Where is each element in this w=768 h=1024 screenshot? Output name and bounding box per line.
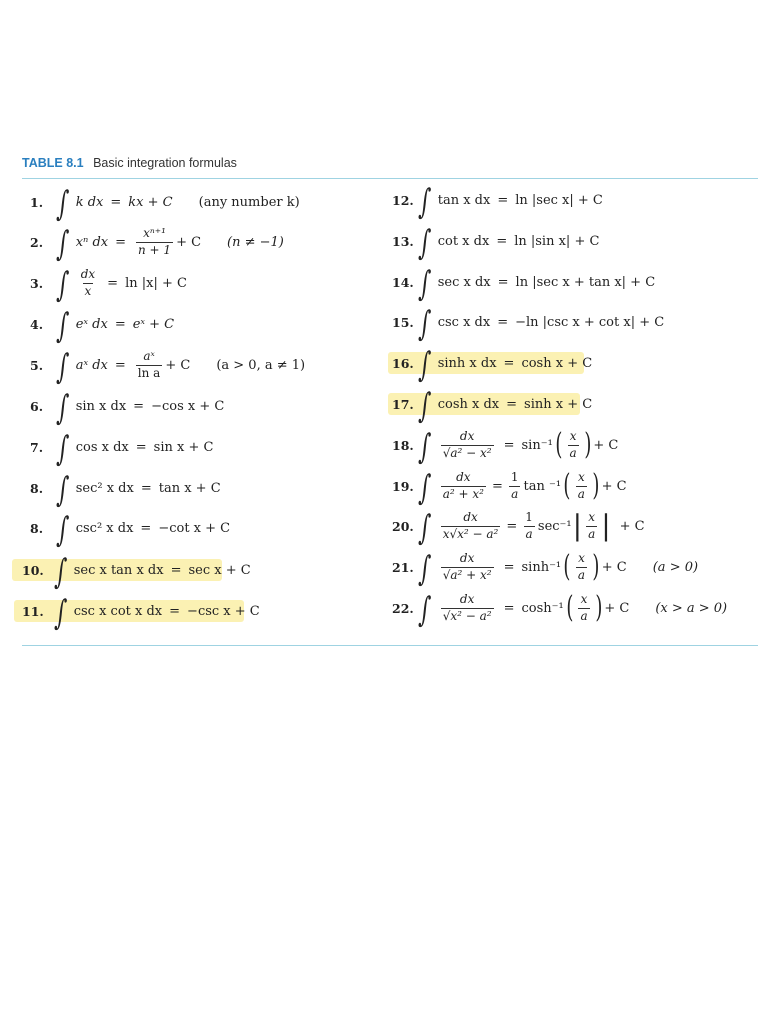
integrand: sinh x dx (437, 355, 497, 371)
numerator: dx (456, 470, 471, 485)
formula-17 (392, 384, 592, 424)
integral-sign: ∫ (55, 388, 71, 428)
equals-sign: = (170, 562, 182, 578)
formula-number: 6. (30, 398, 44, 414)
right-abs-bar: | (601, 509, 611, 542)
integral-sign: ∫ (417, 508, 433, 548)
constant: + C (165, 357, 191, 373)
right-paren: ) (592, 549, 600, 584)
formula-4 (30, 304, 174, 344)
table-caption (22, 156, 237, 170)
integral-sign: ∫ (417, 182, 433, 222)
formula-14 (392, 262, 655, 302)
argument-fraction (578, 593, 589, 622)
formula-3 (30, 263, 187, 303)
left-paren: ( (563, 549, 571, 584)
formula-number: 12. (392, 192, 414, 208)
formula-number: 8. (30, 480, 44, 496)
formula-1 (30, 182, 300, 222)
denominator: √x² − a² (442, 608, 492, 623)
integrand: eˣ dx (75, 316, 108, 332)
result: −cos x + C (151, 398, 225, 414)
result: ln |sec x + tan x| + C (515, 274, 656, 290)
formula-21 (392, 547, 698, 587)
equals-sign: = (496, 233, 508, 249)
right-paren: ) (584, 427, 592, 462)
integrand: csc x dx (437, 314, 491, 330)
integrand: csc² x dx (75, 520, 134, 536)
denominator: a (525, 526, 533, 541)
condition: (x > a > 0) (655, 600, 728, 616)
left-paren: ( (566, 590, 574, 625)
fraction (441, 552, 494, 581)
equals-sign: = (497, 314, 509, 330)
equals-sign: = (135, 439, 147, 455)
equals-sign: = (506, 518, 518, 534)
fraction (441, 471, 486, 500)
denominator: √a² − x² (442, 445, 492, 460)
formula-number: 11. (22, 603, 44, 619)
integrand: cosh x dx (437, 396, 500, 412)
left-paren: ( (563, 468, 571, 503)
function-name: cosh⁻¹ (521, 600, 564, 616)
integrand: aˣ dx (75, 357, 108, 373)
integral-sign: ∫ (417, 386, 433, 426)
constant: + C (619, 518, 645, 534)
table-number: TABLE 8.1 (22, 156, 84, 170)
condition: (any number k) (198, 194, 300, 210)
right-paren: ) (594, 590, 602, 625)
integral-sign: ∫ (55, 265, 71, 305)
formula-18 (392, 425, 618, 465)
fraction (441, 511, 501, 540)
numerator: dx (459, 429, 475, 444)
denominator: a (569, 445, 577, 460)
top-rule (22, 178, 758, 179)
equals-sign: = (503, 355, 515, 371)
function-name: sec⁻¹ (537, 518, 572, 534)
numerator: 1 (525, 510, 533, 525)
formula-16 (392, 343, 592, 383)
fraction (136, 350, 163, 379)
integrand: sec x tan x dx (73, 562, 164, 578)
constant: + C (604, 600, 630, 616)
denominator: a (580, 608, 588, 623)
denominator: √a² + x² (442, 567, 492, 582)
formula-10 (22, 550, 251, 590)
constant: + C (176, 234, 202, 250)
integrand: cot x dx (437, 233, 490, 249)
equals-sign: = (115, 234, 127, 250)
formula-19 (392, 466, 627, 506)
result: ln |sin x| + C (514, 233, 600, 249)
equals-sign: = (503, 559, 515, 575)
integrand: tan x dx (437, 192, 491, 208)
left-paren: ( (555, 427, 563, 462)
formula-7 (30, 427, 213, 467)
formula-5 (30, 345, 305, 385)
formula-number: 8. (30, 520, 44, 536)
condition: (a > 0, a ≠ 1) (216, 357, 306, 373)
formula-number: 13. (392, 233, 414, 249)
fraction (136, 227, 173, 256)
integral-sign: ∫ (55, 429, 71, 469)
denominator: a (511, 486, 519, 501)
denominator: a (577, 567, 586, 582)
argument-fraction (576, 471, 587, 500)
fraction (441, 430, 494, 459)
integral-sign: ∫ (417, 345, 433, 385)
equals-sign: = (140, 520, 152, 536)
integrand: sec² x dx (75, 480, 134, 496)
constant: + C (593, 437, 619, 453)
equals-sign: = (497, 192, 509, 208)
formula-number: 16. (392, 355, 414, 371)
numerator: xⁿ⁺¹ (143, 226, 166, 241)
equals-sign: = (503, 600, 515, 616)
denominator: x√x² − a² (442, 526, 499, 541)
coefficient-fraction (523, 511, 535, 540)
formula-8 (30, 468, 221, 508)
denominator: n + 1 (138, 242, 172, 257)
integrand: csc x cot x dx (73, 603, 163, 619)
integral-sign: ∫ (55, 224, 71, 264)
denominator: a² + x² (442, 486, 484, 501)
left-abs-bar: | (572, 509, 583, 542)
equals-sign: = (133, 398, 145, 414)
numerator: 1 (510, 470, 519, 485)
equals-sign: = (140, 480, 152, 496)
integral-sign: ∫ (417, 549, 433, 589)
formula-number: 19. (392, 478, 414, 494)
integrand: sin x dx (75, 398, 127, 414)
numerator: aˣ (143, 349, 155, 364)
integral-sign: ∫ (417, 590, 433, 630)
formula-number: 20. (392, 518, 414, 534)
result: −cot x + C (158, 520, 231, 536)
denominator: a (588, 526, 596, 541)
integral-sign: ∫ (55, 306, 71, 346)
numerator: x (578, 551, 585, 566)
function-name: sin⁻¹ (521, 437, 553, 453)
integral-sign: ∫ (417, 304, 433, 344)
formula-22 (392, 588, 727, 628)
constant: + C (601, 559, 627, 575)
numerator: x (580, 592, 588, 607)
numerator: dx (459, 592, 475, 607)
formula-13 (392, 221, 599, 261)
right-paren: ) (592, 468, 600, 503)
formula-number: 7. (30, 439, 44, 455)
integral-sign: ∫ (55, 347, 71, 387)
integral-sign: ∫ (417, 427, 433, 467)
integral-sign: ∫ (417, 264, 433, 304)
constant: + C (601, 478, 627, 494)
result: sinh x + C (524, 396, 593, 412)
equals-sign: = (169, 603, 181, 619)
equals-sign: = (114, 357, 126, 373)
formula-20 (392, 506, 645, 546)
formula-2 (30, 222, 284, 262)
formula-number: 10. (22, 562, 44, 578)
integral-sign: ∫ (55, 510, 71, 550)
equals-sign: = (506, 396, 518, 412)
result: cosh x + C (521, 355, 593, 371)
formula-12 (392, 180, 603, 220)
coefficient-fraction (509, 471, 521, 500)
bottom-rule (22, 645, 758, 646)
formula-number: 3. (30, 275, 44, 291)
fraction (441, 593, 494, 622)
function-name: sinh⁻¹ (521, 559, 562, 575)
formula-number: 17. (392, 396, 414, 412)
equals-sign: = (107, 275, 119, 291)
formula-number: 15. (392, 314, 414, 330)
formula-number: 22. (392, 600, 414, 616)
equals-sign: = (497, 274, 509, 290)
denominator: ln a (137, 365, 161, 380)
integral-sign: ∫ (55, 470, 71, 510)
integral-sign: ∫ (417, 223, 433, 263)
result: kx + C (128, 194, 173, 210)
formula-15 (392, 302, 664, 342)
integral-sign: ∫ (53, 593, 69, 633)
denominator: x (84, 283, 92, 298)
result: ln |sec x| + C (515, 192, 603, 208)
result: ln |x| + C (125, 275, 187, 291)
argument-fraction (586, 511, 597, 540)
result: −ln |csc x + cot x| + C (515, 314, 665, 330)
numerator: x (577, 470, 585, 485)
integral-sign: ∫ (55, 184, 71, 224)
formula-6 (30, 386, 224, 426)
integral-sign: ∫ (53, 552, 69, 592)
formula-number: 5. (30, 357, 44, 373)
equals-sign: = (110, 194, 122, 210)
argument-fraction (568, 430, 579, 459)
table-title: Basic integration formulas (93, 156, 237, 170)
result: sec x + C (188, 562, 251, 578)
formula-number: 4. (30, 316, 44, 332)
argument-fraction (576, 552, 587, 581)
integrand: k dx (75, 194, 104, 210)
numerator: x (569, 429, 577, 444)
condition: (n ≠ −1) (227, 234, 284, 250)
denominator: a (577, 486, 585, 501)
formula-11 (22, 591, 260, 631)
condition: (a > 0) (652, 559, 699, 575)
equals-sign: = (503, 437, 515, 453)
integral-sign: ∫ (417, 468, 433, 508)
formula-number: 18. (392, 437, 414, 453)
numerator: x (588, 510, 596, 525)
equals-sign: = (491, 478, 503, 494)
result: −csc x + C (187, 603, 260, 619)
function-name: tan ⁻¹ (523, 478, 562, 494)
formula-9 (30, 508, 230, 548)
formula-number: 2. (30, 234, 44, 250)
result: tan x + C (158, 480, 221, 496)
formula-number: 14. (392, 274, 414, 290)
numerator: dx (80, 267, 96, 282)
numerator: dx (463, 510, 478, 525)
result: eˣ + C (132, 316, 175, 332)
numerator: dx (459, 551, 475, 566)
fraction (79, 268, 97, 297)
result: sin x + C (153, 439, 214, 455)
integrand: cos x dx (75, 439, 129, 455)
formula-number: 21. (392, 559, 414, 575)
equals-sign: = (114, 316, 126, 332)
integrand: sec x dx (437, 274, 491, 290)
formula-number: 1. (30, 194, 44, 210)
integrand: xⁿ dx (75, 234, 109, 250)
